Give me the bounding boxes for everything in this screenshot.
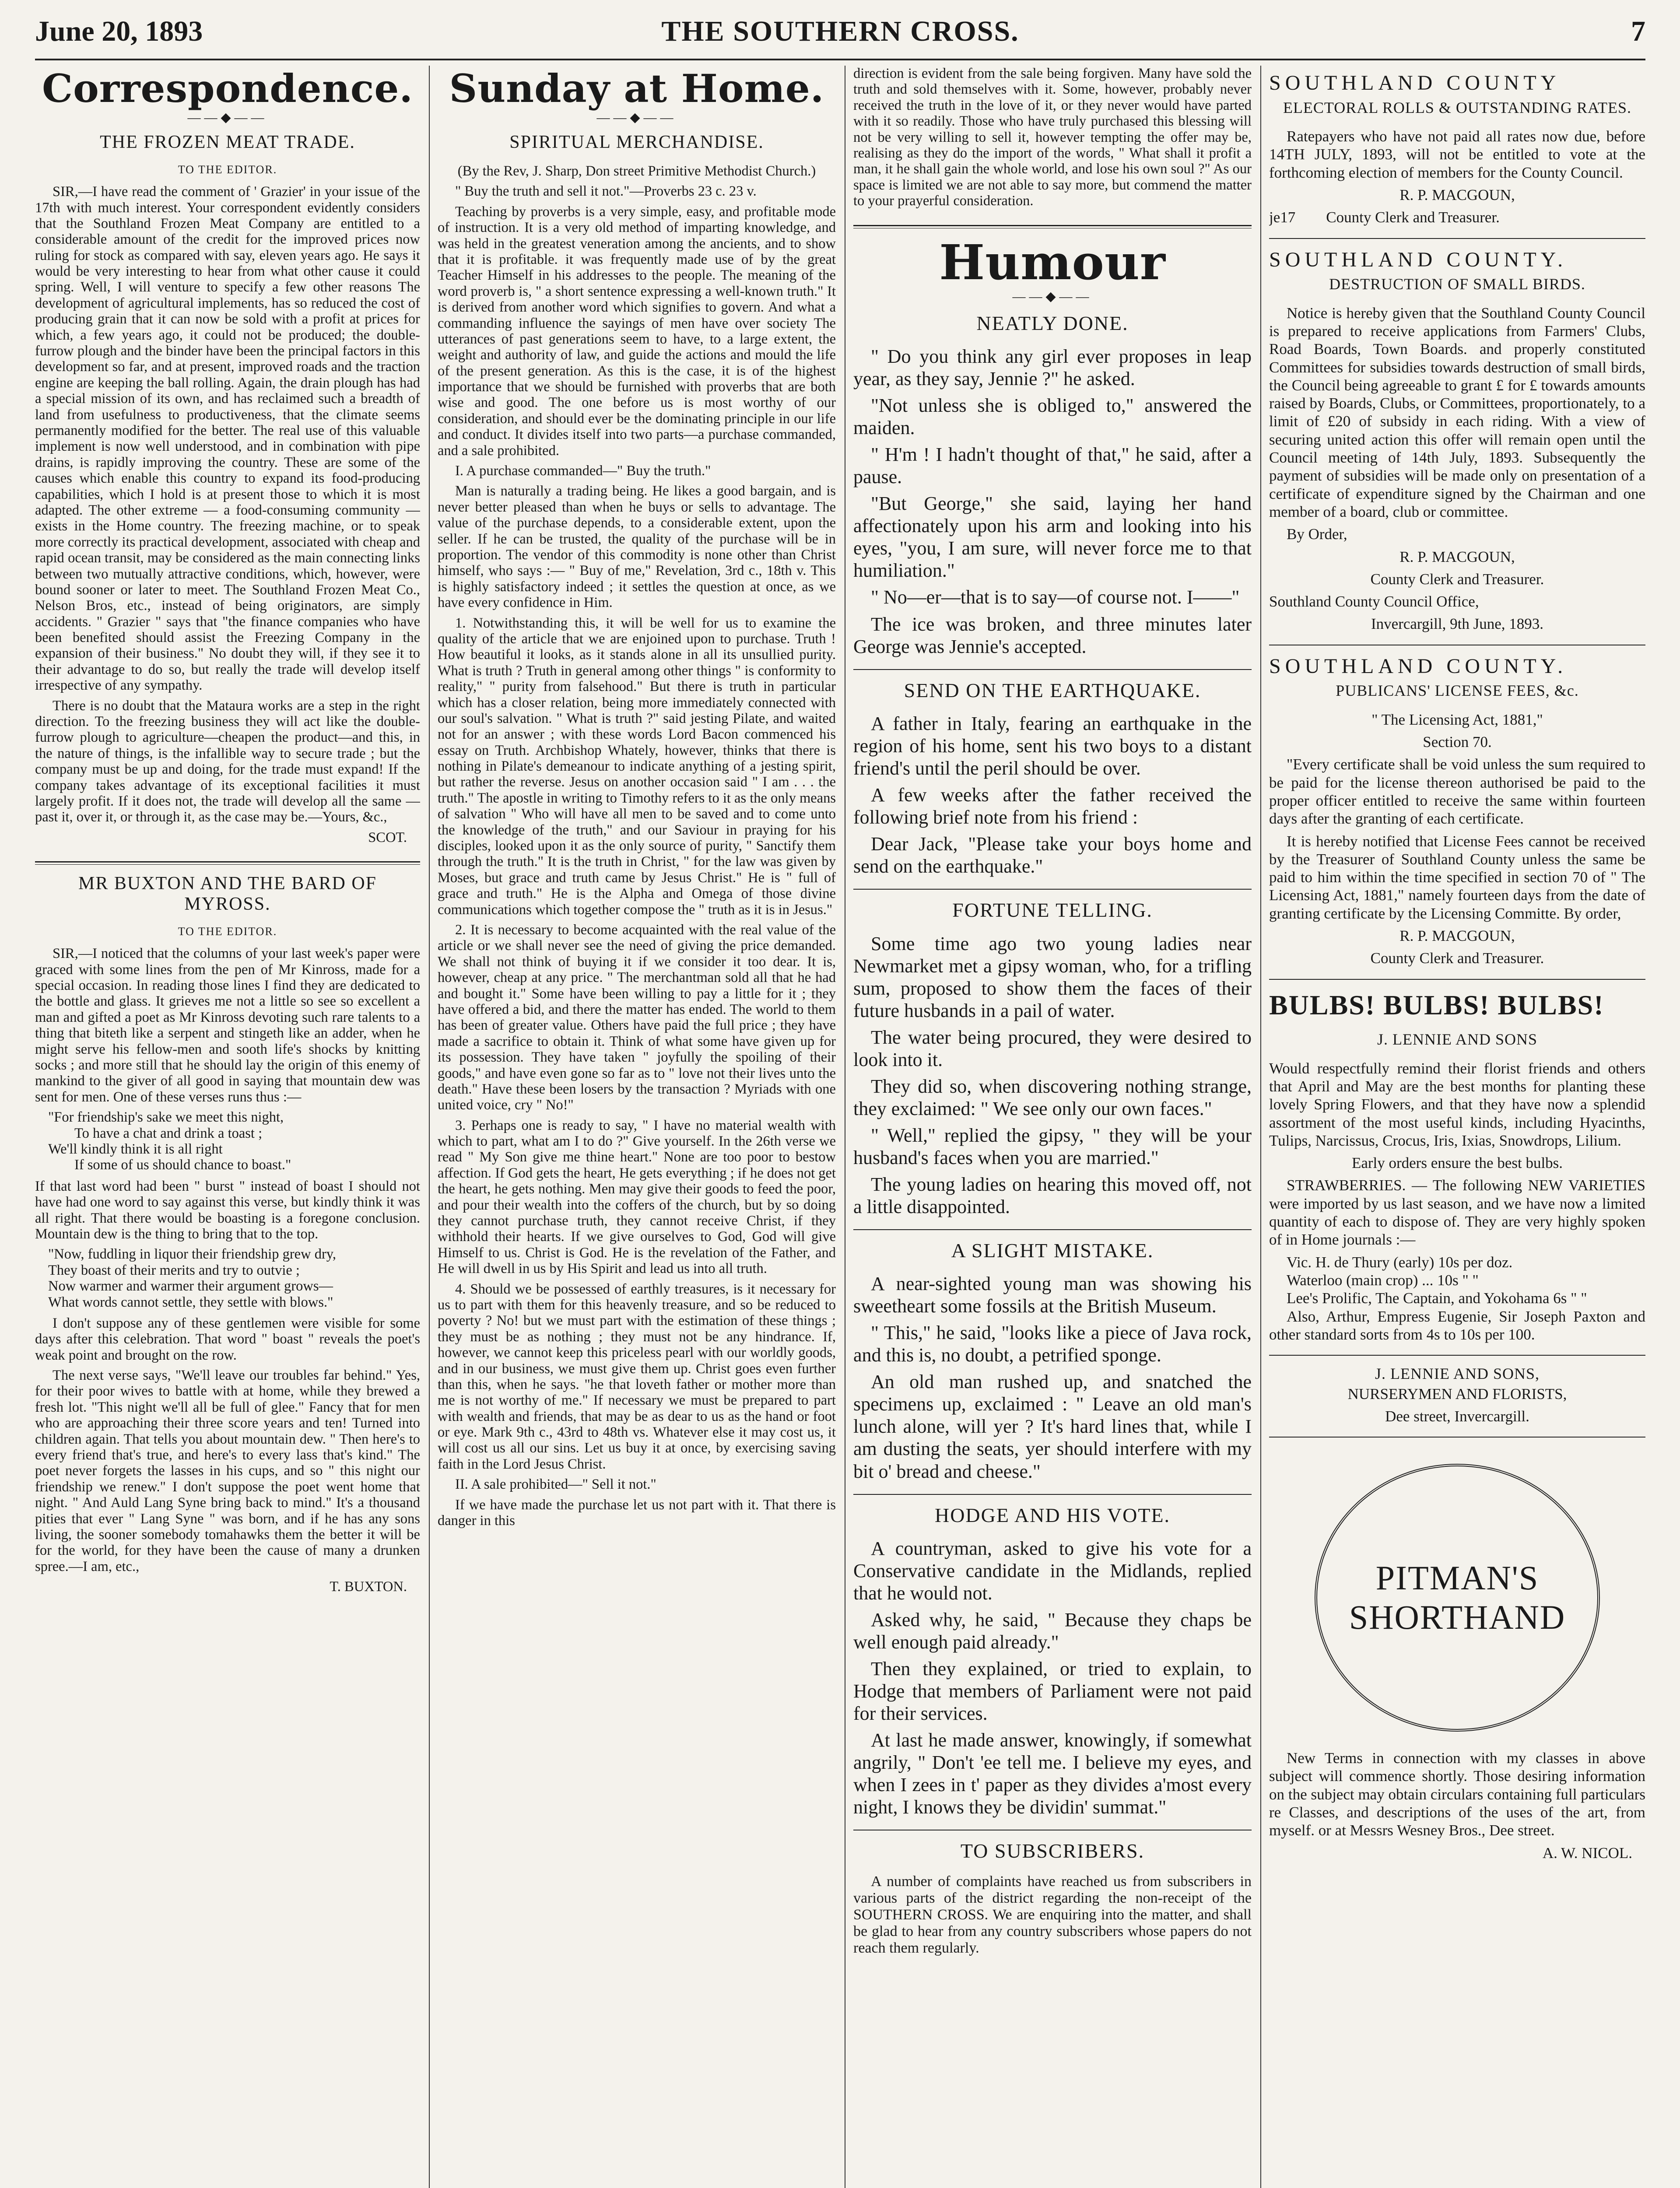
divider <box>35 864 420 865</box>
paragraph: SIR,—I have read the comment of ' Grazier' in your issue of the 17th with much interest. Your correspondent evidently considers that the Southland Frozen Meat Company are entitled to a considerable amount of the credit for the improved prices now ruling for stock as compared with say, eleven years ago. He says it would be very interesting to hear from what other cause it could spring. Well, I will venture to specify a few other reasons The development of agricultural implements, has so reduced the cost of producing grain that it can now be sold with a profit at prices for which, a few years ago, it could not be produced; the double-furrow plough and the binder have been the principal factors in this development so far, and at present, improved roads and the traction engine are keeping the ball rolling. Again, the drain plough has had a special mission of its own, and has reclaimed such a breadth of land from usefulness to productiveness, that the climate seems permanently modified for the better. The real use of this valuable implement is now well understood, and in combination with pipe drains, is rapidly improving the country. These are some of the causes which enable this country to expand its food-producing capabilities, which I hold is at present those to which it is most adapted. The other extreme — a food-consuming community — exists in the Home country. The freezing machine, or to speak more correctly its practical development, associated with cheap and rapid ocean transit, may be considered as the main connecting links between two mutually attractive conditions, which, however, were bound sooner or later to meet. The Southland Frozen Meat Co., Nelson Bros, etc., instead of being originators, are simply accidents. " Grazier " says that "the finance companies who have been benefited should assist the Freezing Company in the expansion of their business." No doubt they will, if they see it to their advantage to do so, but really the trade will develop itself irrespective of any sympathy. <box>35 184 420 694</box>
divider <box>853 1229 1252 1230</box>
verse-line: "For friendship's sake we meet this night, <box>48 1109 284 1126</box>
paragraph: An old man rushed up, and snatched the specimens up, exclaimed : " Leave an old man's lunch alone, will yer ? It's hard lines that, while I am dusting the seats, yer should interfere with my bit o' bread and cheese." <box>853 1371 1252 1482</box>
notice-title: TO SUBSCRIBERS. <box>960 1840 1145 1862</box>
ad-body: Would respectfully remind their florist friends and others that April and May are the best months for planting these lovely Spring Flowers, and that they have now a splendid assortment of the most useful kinds, including Hyacinths, Tulips, Narcissus, Crocus, Iris, Ixias, Snowdrops, Lilium. <box>1269 1059 1645 1149</box>
article-title: MR BUXTON AND THE BARD OF MYROSS. <box>78 873 377 915</box>
to-editor: TO THE EDITOR. <box>178 163 277 176</box>
piece-title: NEATLY DONE. <box>976 312 1129 334</box>
verse-line: "Now, fuddling in liquor their friendship grew dry, <box>48 1246 337 1262</box>
section-heading: Sunday at Home. <box>449 66 824 111</box>
paragraph: " H'm ! I hadn't thought of that," he said, after a pause. <box>853 444 1252 488</box>
ad-note: Early orders ensure the best bulbs. <box>1351 1154 1563 1172</box>
to-editor: TO THE EDITOR. <box>178 925 277 938</box>
paragraph: A father in Italy, fearing an earthquake in the region of his home, sent his two boys to a distant friend's until the peril should be over. <box>853 712 1252 779</box>
paragraph: 4. Should we be possessed of earthly treasures, is it necessary for us to part with them for this heavenly treasure, and so be reduced to poverty ? No! but we must part with the estimation of these things ; they must be as nothing ; they must not be any hindrance. If, however, we cannot keep this priceless pearl with our worldly goods, and in our business, we must give them up. Christ goes even further than this, when he says. "he that loveth father or mother more than me is not worthy of me." If necessary we must be prepared to part with wealth and friends, that may be as dear to us as the hand or foot or eye. Mark 9th c., 43rd to 48th vs. Whatever else it may cost us, it will cost us all our sins. Let us buy it at once, by exercising saving faith in the Lord Jesus Christ. <box>438 1281 836 1472</box>
ad-section: Section 70. <box>1423 733 1492 751</box>
verse-line: What words cannot settle, they settle with blows." <box>48 1294 333 1310</box>
ad-heading: SOUTHLAND COUNTY <box>1269 71 1561 95</box>
piece-title: HODGE AND HIS VOTE. <box>934 1504 1171 1526</box>
ad-quote: "Every certificate shall be void unless the sum required to be paid for the license thereon authorised be paid to the proper officer entitled to receive the same within fourteen days after the granting of each certificate. <box>1269 756 1645 828</box>
paragraph: If we have made the purchase let us not part with it. That there is danger in this <box>438 1497 836 1529</box>
ad-by-order: By Order, <box>1287 526 1347 543</box>
paragraph: At last he made answer, knowingly, if somewhat angrily, " Don't 'ee tell me. I believe my eyes, and when I zees in t' paper as they divides a'most every night, I knows they be dividin' summat." <box>853 1729 1252 1818</box>
column-advertisements <box>1269 66 1645 2188</box>
piece-title: FORTUNE TELLING. <box>952 899 1153 922</box>
paragraph: Asked why, he said, " Because they chaps be well enough paid already." <box>853 1609 1252 1653</box>
paragraph: The water being procured, they were desired to look into it. <box>853 1026 1252 1070</box>
paragraph: " Do you think any girl ever proposes in leap year, as they say, Jennie ?" he asked. <box>853 346 1252 390</box>
section-heading: Humour <box>939 234 1166 291</box>
ad-signatory: R. P. MACGOUN, <box>1399 548 1515 565</box>
column-correspondence <box>35 66 420 2188</box>
ad-body: It is hereby notified that License Fees cannot be received by the Treasurer of Southland County unless the same be paid to him within the time specified in section 70 of " The Licensing Act, 1881," namely fourteen days from the date of granting certificate by the Licensing Committe. By order, <box>1269 832 1645 922</box>
verse <box>48 1109 420 1173</box>
pitman-line: PITMAN'S <box>1375 1559 1539 1597</box>
paragraph: There is no doubt that the Mataura works are a step in the right direction. To the freezing business they will act like the double-furrow plough to agriculture—cheapen the product—and this, in the nature of things, is the infallible way to secure trade ; but the company must be up and doing, for the trade must expand! If the company takes advantage of its exceptional facilities it must largely profit. If it does not, the trade will develop all the same —past it, over it, or through it, as the case may be.—Yours, &c., <box>35 698 420 825</box>
paragraph: Teaching by proverbs is a very simple, easy, and profitable mode of instruction. It is a very old method of imparting knowledge, and was held in the greatest veneration among the ancients, and to show that it is profitable. it was frequently made use of by the great Teacher Himself in his addresses to the people. The meaning of the word proverb is, " a short sentence expressing a well-known truth." It is derived from another word which signifies to govern. And what a commanding influence the sayings of men have over society The utterances of past generations seem to have, to a large extent, the weight and authority of law, and guide the actions and mould the life of the present generation. As this is the case, it is of the highest importance that we should be furnished with proverbs that are both wise and good. The one before us is most worthy of our consideration, and should ever be the dominating principle in our life and conduct. It divides itself into two parts—a purchase commanded, and a sale prohibited. <box>438 203 836 459</box>
ad-body: Ratepayers who have not paid all rates now due, before 14TH JULY, 1893, will not be entitled to vote at the forthcoming election of members for the County Council. <box>1269 128 1645 181</box>
ad-body: New Terms in connection with my classes in above subject will commence shortly. Those desiring information on the subject may obtain circulars containing full particulars re Classes, and descriptions of the uses of the art, from myself. or at Messrs Wesney Bros., Dee street. <box>1269 1750 1645 1839</box>
ad-subheading: PUBLICANS' LICENSE FEES, &c. <box>1336 682 1579 700</box>
paragraph: I don't suppose any of these gentlemen were visible for some days after this celebration. That word " boast " reveals the poet's weak point and brought on the row. <box>35 1315 420 1363</box>
column-humour <box>853 66 1252 2188</box>
ad-subheading: DESTRUCTION OF SMALL BIRDS. <box>1329 275 1585 293</box>
ad-heading: SOUTHLAND COUNTY. <box>1269 654 1568 678</box>
pitman-shorthand-emblem <box>1315 1464 1600 1732</box>
paragraph: I. A purchase commanded—" Buy the truth." <box>455 463 711 479</box>
paragraph: Then they explained, or tried to explain, to Hodge that members of Parliament were not paid for their services. <box>853 1658 1252 1725</box>
paragraph: A near-sighted young man was showing his sweetheart some fossils at the British Museum. <box>853 1273 1252 1317</box>
column-rule <box>429 66 430 2188</box>
ad-address: Southland County Council Office, <box>1269 593 1479 610</box>
ad-body: STRAWBERRIES. — The following NEW VARIETIES were imported by us last season, and we have now a limited quantity of each to dispose of. They are very highly spoken of in Home journals :— <box>1269 1177 1645 1248</box>
ad-act: " The Licensing Act, 1881," <box>1371 711 1543 728</box>
paragraph: If that last word had been " burst " instead of boast I should not have had one word to say against this verse, but kindly think it was all right. That there would be boasting is a foregone conclusion. Mountain dew is the thing to bring that to the top. <box>35 1178 420 1242</box>
firm-address: Dee street, Invercargill. <box>1385 1407 1529 1425</box>
epigraph: " Buy the truth and sell it not."—Proverbs 23 c. 23 v. <box>455 183 757 200</box>
divider <box>853 225 1252 226</box>
paragraph: Dear Jack, "Please take your boys home and send on the earthquake." <box>853 833 1252 877</box>
divider <box>35 861 420 863</box>
divider <box>853 1494 1252 1495</box>
paragraph: A countryman, asked to give his vote for a Conservative candidate in the Midlands, replied that he would not. <box>853 1537 1252 1604</box>
ad-signatory: R. P. MACGOUN, <box>1399 927 1515 945</box>
price-list <box>1287 1253 1645 1308</box>
ad-ref-code: je17 <box>1269 209 1296 226</box>
signature: SCOT. <box>368 829 407 845</box>
paragraph: The young ladies on hearing this moved off, not a little disappointed. <box>853 1173 1252 1217</box>
column-rule <box>1260 66 1261 2188</box>
ad-body: Notice is hereby given that the Southland County Council is prepared to receive applications from Farmers' Clubs, Road Boards, Town Boards. and properly constituted Committees for subsidies towards destruction of small birds, the Council being agreeable to grant £ for £ towards amounts raised by Boards, Clubs, or Committees, proportionately, to a limit of £20 of subsidy in each riding. With a view of securing united action this offer will remain open until the Council meeting of 14th July, 1893. Subsequently the payment of subsidies will be made only on presentation of a certificate of expenditure signed by the Chairman and one member of a board, club or committee. <box>1269 304 1645 520</box>
firm-trade: NURSERYMEN AND FLORISTS, <box>1347 1385 1567 1403</box>
masthead <box>35 11 1645 60</box>
paragraph: Some time ago two young ladies near Newmarket met a gipsy woman, who, for a trifling sum, proposed to show them the faces of their future husbands in a pail of water. <box>853 933 1252 1021</box>
ornament: ——◆—— <box>187 110 268 125</box>
ad-heading: SOUTHLAND COUNTY. <box>1269 248 1568 271</box>
ad-office: County Clerk and Treasurer. <box>1370 570 1544 588</box>
signature: A. W. NICOL. <box>1542 1844 1632 1862</box>
divider <box>1269 1355 1645 1356</box>
paragraph: 3. Perhaps one is ready to say, " I have no material wealth with which to part, what am I to do ?" Give yourself. In the 26th verse we read " My Son give me thine heart." None are too poor to bestow affection. If God gets the heart, He gets everything ; if he does not get the heart, he gets nothing. Men may give their goods to feed the poor, and pour their wealth into the coffers of the church, but by so doing they cannot purchase truth, they cannot receive Christ, if they withhold their hearts. If we give ourselves to God, God will give Himself to us. Christ is God. He is the revelation of the Father, and He will dwell in us by His Spirit and lead us into all truth. <box>438 1117 836 1277</box>
ad-office: County Clerk and Treasurer. <box>1370 950 1544 967</box>
paragraph: Man is naturally a trading being. He likes a good bargain, and is never better pleased than when he buys or sells to advantage. The value of the purchase depends, to a considerable extent, upon the seller. If he can be trusted, the quality of the purchase will be in proportion. The vendor of this commodity is none other than Christ himself, who says :— " Buy of me," Revelation, 3rd c., 18th v. This is highly satisfactory indeed ; it settles the question at once, as we have every confidence in Him. <box>438 483 836 611</box>
ad-heading: BULBS! BULBS! BULBS! <box>1269 989 1604 1020</box>
paragraph: SIR,—I noticed that the columns of your last week's paper were graced with some lines from the pen of Mr Kinross, made for a special occasion. In reading those lines I find they are dedicated to the bottle and glass. It grieves me not a little so see so excellent a man and gifted a poet as Mr Kinross devoting such rare talents to a thing that biteth like a serpent and stingeth like an adder, when he might serve his fellow-men and sooth life's shocks by knitting socks ; and more still that he should lay the origin of this enemy of mankind to the giver of all good in saying that mountain dew was sent for men. One of these verses runs thus :— <box>35 946 420 1105</box>
article-title: THE FROZEN MEAT TRADE. <box>100 132 355 152</box>
divider <box>1269 238 1645 239</box>
paragraph: II. A sale prohibited—" Sell it not." <box>455 1476 656 1493</box>
signature: T. BUXTON. <box>330 1579 407 1595</box>
ad-office: County Clerk and Treasurer. <box>1326 209 1500 226</box>
firm-name: J. LENNIE AND SONS, <box>1375 1365 1540 1383</box>
paragraph: 1. Notwithstanding this, it will be well for us to examine the quality of the article that we are enjoined upon to purchase. Truth ! How beautiful it looks, as it stands alone in all its unsullied purity. What is truth ? Truth in general among other things " is conformity to reality," " purity from falsehood." But there is truth in particular which has a closer relation, being more immediately connected with our soul's salvation. " What is truth ?" said jesting Pilate, and waited not for an answer ; with these words Lord Bacon commenced his essay on Truth. Archbishop Whately, however, thinks that there is nothing in Pilate's demeanour to indicate anything of a jesting spirit, but rather the reverse. Jesus on another occasion said " I am . . . the truth." The apostle in writing to Timothy refers to it as the only means of salvation " Who will have all men to be saved and to come unto the knowledge of the truth," and our Saviour in praying for his disciples, looked upon it as the only source of purity, " Sanctify them through the truth." It is the truth in Christ, " for the law was given by Moses, but grace and truth came by Jesus Christ." He is " full of grace and truth." He is the Alpha and Omega of those divine communications which together compose the " truth as it is in Jesus." <box>438 615 836 918</box>
verse-line: We'll kindly think it is all right <box>48 1141 223 1157</box>
paragraph: "But George," she said, laying her hand affectionately upon his arm and looking into his eyes, "you, I am sure, will never force me to that humiliation." <box>853 493 1252 582</box>
ad-signatory: R. P. MACGOUN, <box>1399 186 1515 203</box>
ad-body: Also, Arthur, Empress Eugenie, Sir Joseph Paxton and other standard sorts from 4s to 10s per 100. <box>1269 1308 1645 1343</box>
verse-line: If some of us should chance to boast." <box>74 1157 291 1173</box>
paragraph: direction is evident from the sale being forgiven. Many have sold the truth and sold themselves with it. Some, however, probably never received the truth in the love of it, or they never would have parted with it so readily. Those who have truly purchased this blessing will not be very willing to sell it, however tempting the offer may be, realising as they do the import of the words, " What shall it profit a man, it he shall gain the whole world, and lose his own soul ?" As our space is limited we are not able to say more, but commend the matter to your prayerful consideration. <box>853 66 1252 209</box>
verse-line: They boast of their merits and try to outvie ; <box>48 1262 300 1278</box>
page-number: 7 <box>1631 15 1645 47</box>
divider <box>853 669 1252 670</box>
issue-date: June 20, 1893 <box>35 15 203 47</box>
ad-ref <box>1269 208 1645 226</box>
paragraph: They did so, when discovering nothing strange, they exclaimed: " We see only our own faces." <box>853 1075 1252 1119</box>
pitman-line: SHORTHAND <box>1349 1598 1566 1637</box>
paragraph: A few weeks after the father received the following brief note from his friend : <box>853 784 1252 828</box>
section-heading: Correspondence. <box>42 66 413 111</box>
paragraph: "Not unless she is obliged to," answered the maiden. <box>853 395 1252 439</box>
divider <box>853 889 1252 890</box>
verse <box>48 1246 420 1310</box>
ornament: ——◆—— <box>1012 289 1093 304</box>
price-line: Lee's Prolific, The Captain, and Yokohama 6s " " <box>1287 1290 1587 1307</box>
paragraph: The ice was broken, and three minutes later George was Jennie's accepted. <box>853 613 1252 657</box>
ornament: ——◆—— <box>596 110 677 125</box>
paragraph: 2. It is necessary to become acquainted with the real value of the article or we shall never see the need of giving the price demanded. We shall not think of buying it if we consider it too dear. It is, however, cheap at any price. " The merchantman sold all that he had and bought it." Some have been willing to pay a little for it ; they have offered a bid, and there the matter has ended. The world to them has been of greater value. Others have paid the full price ; they have made a sacrifice to obtain it. Think of what some have given up for its possession. They have taken " joyfully the spoiling of their goods," and have even gone so far as to " love not their lives unto the death." Have these been losers by the transaction ? Myriads with one united voice, cry " No!" <box>438 922 836 1113</box>
article-title: SPIRITUAL MERCHANDISE. <box>509 132 764 152</box>
price-line: Waterloo (main crop) ... 10s " " <box>1287 1271 1479 1289</box>
divider <box>1269 1437 1645 1438</box>
verse-line: Now warmer and warmer their argument grows— <box>48 1278 333 1294</box>
piece-title: SEND ON THE EARTHQUAKE. <box>904 679 1201 701</box>
piece-title: A SLIGHT MISTAKE. <box>951 1239 1154 1262</box>
ad-subheading: ELECTORAL ROLLS & OUTSTANDING RATES. <box>1283 98 1632 116</box>
verse-line: To have a chat and drink a toast ; <box>74 1125 263 1141</box>
paragraph: A number of complaints have reached us from subscribers in various parts of the district regarding the non-receipt of the SOUTHERN CROSS. We are enquiring into the matter, and shall be glad to hear from any country subscribers whose papers do not reach them regularly. <box>853 1873 1252 1956</box>
paper-title: THE SOUTHERN CROSS. <box>661 15 1019 47</box>
firm-name: J. LENNIE AND SONS <box>1377 1031 1537 1048</box>
paragraph: " No—er—that is to say—of course not. I——" <box>871 586 1240 608</box>
column-sunday-at-home <box>438 66 836 2188</box>
ad-place-date: Invercargill, 9th June, 1893. <box>1371 615 1543 633</box>
byline: (By the Rev, J. Sharp, Don street Primitive Methodist Church.) <box>457 163 816 179</box>
paragraph: The next verse says, "We'll leave our troubles far behind." Yes, for their poor wives to battle with at home, while they brewed a fresh lot. "This night we'll all be full of glee." Fancy that for men who are approaching their three score years and ten! Turned into children again. That tells you about mountain dew. " Then here's to every friend that's true, and here's to every lass that's kind." The poet never forgets the lasses in his cups, and so " this night our friendship we renew." I don't suppose the poet went home that night. " And Auld Lang Syne bring back to mind." It's a thousand pities that ever " Lang Syne " was born, and if he has any sons living, the sooner somebody tomahawks them the better it will be for the world, for they have been the cause of many a drunken spree.—I am, etc., <box>35 1368 420 1574</box>
paragraph: " This," he said, "looks like a piece of Java rock, and this is, no doubt, a petrified sponge. <box>853 1322 1252 1366</box>
paragraph: " Well," replied the gipsy, " they will be your husband's faces when you are married." <box>853 1124 1252 1168</box>
divider <box>1269 979 1645 980</box>
price-line: Vic. H. de Thury (early) 10s per doz. <box>1287 1253 1513 1271</box>
